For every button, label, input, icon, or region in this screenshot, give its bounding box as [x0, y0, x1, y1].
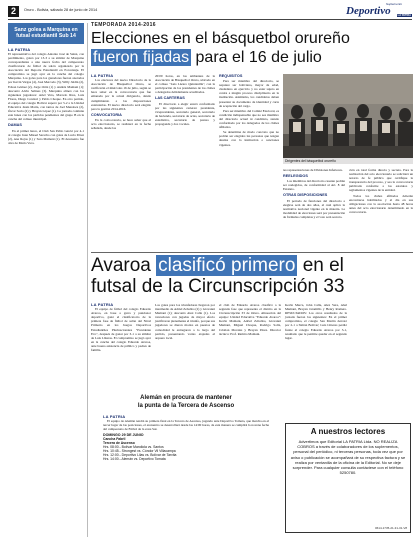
aleman-title-2: la punta de la Tercera de Ascenso — [137, 402, 235, 409]
top-col-4 — [283, 168, 345, 220]
bottom-headline-start: Avaroa — [91, 255, 151, 276]
program-sub: Tercera de Ascenso — [103, 441, 135, 446]
bottom-headline-line-1 — [91, 255, 413, 276]
top-col-3 — [219, 74, 279, 148]
top-paragraph: ción en total forma directa y secreta. Para la realización del acto eleccionario se solicitará un notario de fe pública que certifique la transparencia del proceso, y sea la convocatoria publicada conforme a los estatutos y reglamentos vigentes de la entidad. — [349, 168, 413, 193]
sidebar-paragraph: El representativo del colegio Antonio José de Sainz, con perdimiento, goleó por 13-3 a su similar de Marquina correspondiente a una nueva fecha del campeonato clasificatorio de fútbol de salón organizado por la Asociación del Deporte Estudiantil en Porcentaje. El compromiso se jugó ayer en la cancha del colegio Marquina. Los goles para los ganadores fueron anotados por Kevin Vargas (4), José Mercado (3), Willy Jaldín (2), Edson Gómez (2), Jorge Ortiz (1) y Andrés Mamani (1); descontó Alvin Salinas (3). Marquina alineó con los siguientes jugadores: Ariel Vera, Marcelo Ríos, Luis Flores, Diego Condori y Pablo Choque. En otro partido, el equipo del colegio Bolívar superó por 5-2 a la Unidad Educativa Jesús María, con tantos de Joel Mendoza (2), Óscar Soria (2) y Brayan López (1). La jornada continúa este lunes con los partidos pendientes del grupo B en la cancha del coliseo municipal. — [8, 51, 84, 122]
aleman-byline: LA PATRIA — [103, 414, 126, 419]
top-paragraph: Para ser miembro del Comité Electoral, es condición indispensable que no sea miembro del directorio actual ni candidato, siendo conformado por los delegados de los clubes afiliados. — [219, 108, 279, 130]
headline-line-2 — [91, 48, 413, 67]
ad-body: Advertimos que Editorial LA PATRIA Ltda. NO REALIZA COBROS a través de colaboradores de los suplementos, personal del periódico, ni terceras personas, toda vez que por aviso o publicación se acompañará de su respectiva factura y se realiza por ventanilla de la oficina de la Editorial. No se deje sorprender. Para cualquier consulta contáctese con el teléfono 5250780. — [290, 439, 406, 476]
ad-title: A nuestros lectores — [310, 427, 386, 436]
headline-highlight: fueron fijadas — [93, 49, 190, 66]
sidebar-title: Sanz golea a Marquina en futsal estudiantil Sub 14 — [8, 23, 84, 44]
bottom-paragraph: El equipo de fútbol del colegio Eduardo Avaroa, en base a garra y pundonor deportivo, ganó el clasificatorio de la primera fase de fútbol de salón del Nivel Primario en los Juegos Deportivos Estudiantiles Plurinacionales "Presidente Evo", después de ganar por 3-1 a su similar de Luis Lliteras. El compromiso se jugó ayer en la cancha del colegio Eduardo Avaroa, ante buena asistencia de público y padres de familia. — [91, 307, 151, 353]
top-byline: LA PATRIA — [91, 73, 114, 78]
bottom-headline-rest: en el — [302, 255, 344, 276]
sidebar-story — [8, 23, 84, 537]
aleman-paragraph: El equipo de Alemán tendrá su primera final en la Tercera de Ascenso, jugando ante Deportivo Tomata, que marcha en el tercer lugar de las posiciones, el encuentro se desarrollará desde las 14:00 horas, de esta manera se cumplirá la novena fecha del campeonato de Fútbol de la zona Sur. — [103, 419, 269, 432]
program-field: Cancha Fabril — [103, 437, 126, 442]
aleman-title-box — [111, 395, 261, 410]
top-paragraph: Todos los clubes afiliados deberán encontrarse habilitados y al día en sus obligaciones con la asociación hasta 48 horas antes del acto eleccionario determinado en la convocatoria. — [349, 193, 413, 214]
top-col-1 — [91, 74, 151, 131]
bottom-col-4 — [285, 303, 347, 341]
sidebar-body — [8, 52, 84, 145]
program-row: Hrs. 14:00.- Alemán vs. Deportivo Tomata — [103, 457, 166, 462]
top-subhead: REQUISITOS — [219, 74, 243, 78]
top-subhead: OTRAS DISPOSICIONES — [283, 193, 328, 198]
dateline: Oruro - Bolivia, sábado 28 de junio de 2014 — [24, 8, 98, 12]
photo-illustration — [283, 74, 413, 164]
bottom-headline-highlight: clasificó primero — [158, 255, 296, 276]
brand-tag: LA PATRIA — [397, 14, 411, 17]
top-subhead: CONVOCATORIA — [91, 112, 122, 117]
top-paragraph: 20:00 horas, en los ambientes de la Asociación de Básquetbol Oruro, ubicado en el coliseo "Luis Lázaro Quintanilla", con la participación de los presidentes de los clubes o delegados debidamente acreditados. — [155, 74, 215, 95]
bottom-col-1 — [91, 303, 151, 353]
page-header — [0, 0, 420, 20]
program-row: Hrs. 10:45.- Strongest vs. Cóndor Vil Villacampa — [103, 449, 176, 454]
headline-rest: para el 16 de julio — [195, 49, 322, 66]
top-paragraph: tes representaciones de Divisiones Inferiores. — [283, 168, 343, 172]
top-subhead: REELEGIDOS — [283, 174, 308, 179]
top-paragraph: El periodo de funciones del directorio a elegirse será de dos años, el cual aplica la normativa nacional vigente en la materia. La modalidad de elecciones será por presentación de fórmulas completas y el voto será secreto. — [283, 198, 345, 219]
notice-ad — [285, 423, 411, 533]
photo-caption: Dirigentes del básquetbol orureño — [283, 158, 413, 164]
aleman-title-1: Alemán en procura de mantener — [140, 395, 232, 401]
column-rule — [87, 23, 88, 537]
sidebar-byline: LA PATRIA — [8, 46, 31, 52]
bottom-story — [91, 255, 413, 540]
top-paragraph: Se determina de modo concreto que no podrán ser elegidos las personas que tengan deudas con la institución o sanciones vigentes. — [219, 130, 279, 147]
bottom-headline-line-2: futsal de la Circunscripción 33 — [91, 276, 345, 297]
section-rule — [91, 252, 413, 253]
sidebar-subhead: DAMAS — [8, 123, 22, 128]
bottom-paragraph: Los goles para los triunfadores llegaron por intermedio de Adriel Zeballos (2) y Giovanni Mamani (1); descontó Alex Calle (1). Los vencedores con jugadas de mayor efecto justificaron plenamente el triunfo, porque sus jugadores se dieron modos en puestos de comodidad le entregaron a lo largo del partido, presentando varias atajadas el arquero local. — [155, 303, 215, 340]
headline-line-1: Elecciones en el básquetbol orureño — [91, 30, 350, 47]
bottom-paragraph: el club de Eduardo Avaroa clasificó a la segunda fase que representa el distrito en la Circunscripción 33 de Oruro. Alineación del equipo: Unidad Educativa "Eduardo Avaroa": Kevin Mamani, Adriel Zeballos, Giovanni Mamani, Miguel Choque, Rodrigo Soliz, Cristian Morales y Brayan Pérez. Director técnico: Prof. Ramiro Mamani. — [219, 303, 281, 336]
aleman-story — [91, 395, 281, 533]
program-row: Hrs. 08:00.- Bolívar Mandiola vs. Santos — [103, 445, 164, 450]
top-col-5 — [349, 168, 413, 215]
top-paragraph: En la convocatoria, se hace saber que el acto eleccionario, se realizará en la fecha señalada, desde las — [91, 117, 151, 131]
bottom-paragraph: Kevin Marca, John Calle, Alex Vera, Abel Mamani, Brayan Jaramillo y Henry Romero. RESULTADOS: Los otros resultados de la jornada fueron los siguientes: En el primer compromiso, el colegio San Martín derrotó por 2-1 a Simón Bolívar; Luis Lliteras perdió frente al colegio Eduardo Avaroa por 3-1, resultado que le permite quedar en el segundo lugar. — [285, 303, 347, 340]
sidebar-paragraph-damas: En el primer lance, el Club San Pablo venció por 4-1 al colegio Juan Misael Saracho con goles de Lucía Pérez (2), Ana Rojas (1) y Sara Mamani (1). El descuento fue obra de María Vaca. — [8, 128, 84, 145]
page-number: 2 — [8, 6, 19, 17]
top-subhead: LAS CARTERAS — [155, 96, 185, 101]
program-title: DOMINGO 29 DE JUNIO — [103, 433, 144, 438]
news-photo — [283, 74, 413, 164]
brand-small: Suplemento — [385, 2, 402, 6]
top-story — [91, 22, 413, 250]
brand-big: Deportivo — [346, 5, 391, 17]
bottom-byline: LA PATRIA — [91, 302, 114, 307]
ad-code: 0614-1735-21-31-31-V8 — [374, 526, 407, 530]
aleman-body — [103, 415, 269, 461]
top-paragraph: El directorio a elegir estará conformado por las siguientes carteras: presidente, vicepresidente, secretario general, secretario de hacienda, secretario de actas, secretario de estadística, secretario de prensa y propaganda y dos vocales. — [155, 101, 215, 127]
top-paragraph: Los miembros del directorio cesante podrán ser reelegidos, de conformidad al Art. 8 del Estatuto. — [283, 179, 345, 192]
top-paragraph: Los electores del nuevo Directorio de la Asociación de Básquetbol Oruro, se verificarán el miércoles 16 de julio, según se hace saber en la convocatoria que fue emanada por la actual dirigencia, dando cumplimiento a las disposiciones estatutarias. El nuevo directorio será elegido para la gestión 2014-2016. — [91, 78, 151, 111]
bottom-col-2 — [155, 303, 215, 341]
season-kicker: TEMPORADA 2014-2016 — [91, 22, 156, 28]
brand-logo — [346, 2, 412, 20]
bottom-col-3 — [219, 303, 281, 337]
top-paragraph: Para ser miembro del directorio, se requiere ser boliviano, mayor de edad, ciudadano en ejercicio y no estar sujeto en contra a ningún proceso disciplinario en la institución. Asimismo, los candidatos deben presentar su documento de identidad y carta de aceptación del cargo. — [219, 79, 279, 108]
top-col-2 — [155, 74, 215, 127]
program-row: Hrs. 12:00.- Deportivo Lilas vs. Bolívar de Tarvita — [103, 453, 177, 458]
header-rule — [8, 19, 412, 20]
